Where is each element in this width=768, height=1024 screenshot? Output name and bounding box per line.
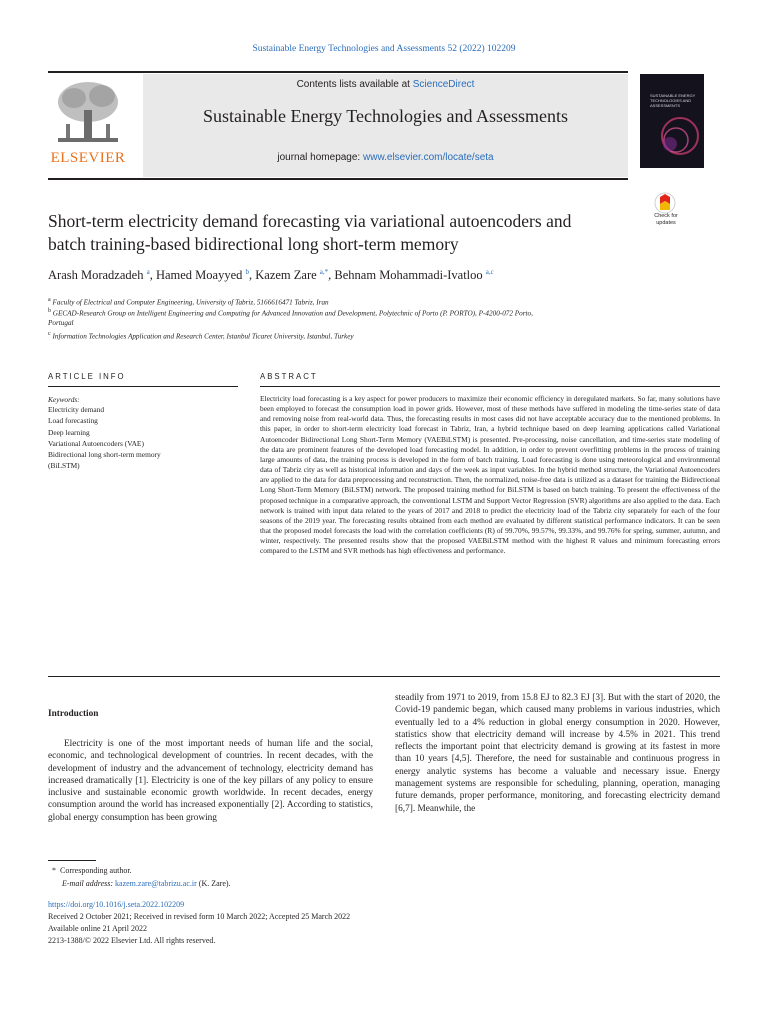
affiliation <box>48 330 708 341</box>
email-link[interactable]: kazem.zare@tabrizu.ac.ir <box>115 879 197 888</box>
affiliation <box>48 296 708 307</box>
abstract-heading: ABSTRACT <box>260 372 318 381</box>
doi-link[interactable]: https://doi.org/10.1016/j.seta.2022.102209 <box>48 900 185 909</box>
journal-title: Sustainable Energy Technologies and Assessments <box>202 106 569 126</box>
check-for-updates-label[interactable]: Check for updates <box>654 213 678 226</box>
author-name[interactable]: Behnam Mohammadi-Ivatloo <box>334 268 483 283</box>
keyword-item[interactable]: Load forecasting <box>48 416 98 425</box>
keyword-item[interactable]: Electricity demand <box>48 405 105 414</box>
corresponding-author-note <box>48 866 448 876</box>
sciencedirect-link[interactable]: ScienceDirect <box>412 79 475 90</box>
affiliation-text: GECAD-Research Group on Intelligent Engineering and Computing for Advanced Innovation and Development, Polytechnic of Porto (P. PORTO), P-4200-072 Porto, <box>52 309 533 318</box>
author-name[interactable]: Hamed Moayyed <box>155 268 243 283</box>
email-note <box>48 879 462 889</box>
author-name[interactable]: Arash Moradzadeh <box>48 268 144 283</box>
author-separator: , <box>328 268 335 283</box>
email-label: E-mail address: <box>62 879 116 888</box>
introduction-heading: Introduction <box>48 709 99 719</box>
received-dates: Received 2 October 2021; Received in revised form 10 March 2022; Accepted 25 March 2022 <box>48 912 351 921</box>
copyright-notice: 2213-1388/© 2022 Elsevier Ltd. All rights reserved. <box>48 936 216 945</box>
cover-title: SUSTAINABLE ENERGY TECHNOLOGIES AND ASSESSMENTS <box>650 93 696 108</box>
author-list <box>48 268 708 283</box>
masthead-bottom-rule <box>48 178 628 180</box>
article-info-heading: ARTICLE INFO <box>48 372 126 381</box>
author-affiliation-mark[interactable]: a,* <box>319 268 329 276</box>
footnote-rule <box>48 860 96 861</box>
intro-column-left: Electricity is one of the most important needs of human life and the social, economic, and technological development of countries. In recent decades, with the development of industry and the advancement of technology, electricity demand has increased dramatically [1]. Electricity is one of the key pillars of any policy to ensure inclusive and sustainable economic growth worldwide. In recent decades, energy consumption around the world has increased exponentially [2]. According to statistics, global energy consumption has been growing <box>48 739 373 823</box>
keyword-item[interactable]: (BiLSTM) <box>48 461 80 470</box>
homepage-link[interactable]: www.elsevier.com/locate/seta <box>363 152 494 163</box>
abstract-bottom-rule <box>48 676 720 677</box>
keyword-item[interactable]: Variational Autoencoders (VAE) <box>48 439 144 448</box>
abstract-text: Electricity load forecasting is a key aspect for power producers to maximize their economic efficiency in deregulated markets. So far, many solutions have been employed to forecast the consumption load in power grids. However, most of these methods have suffered in modeling the time-series state of data and removing noise from real-world data. Thus, the forecasting results in most cases did not have acceptable accuracy due to the mentioned problems. In this paper, in order to short-term electricity load forecast in Tabriz, Iran, a hybrid technique based on deep learning applications called Variational Autoencoder Bidirectional Long Short-Term Memory (VAEBiLSTM) is presented. Pre-processing, noise cancellation, and time-series state modeling of the data are prominent features of the developed load forecasting model. In addition, in order to prevent overfitting problems in the process of training large amounts of data, the training process is developed in the form of batch training. Load forecasting is done using meteorological and environmental data of Tabriz city as well as historical information and days of the week as input variables. In the hybrid method structure, the Variational Autoencoders are applied to the data for data preprocessing and reconstruction. Then, the normalized, noise-free data is utilized as a dataset for training the Bidirectional Long Short-Term Memory (BiLSTM) network. The proposed training method for BiLSTM is based on batch training. To present the effectiveness of the proposed technique in a comparative approach, the conventional LSTM and Support Vector Regression (SVR) algorithms are also applied to the data. Each network is trained with input data related to the years of 2017 and 2018 to predict the electricity load of the Tabriz city separately for each of the four seasons of the 2019 year. The forecasting results obtained from each method are evaluated by different statistical performance indicators. It can be seen that the proposed model forecasts the load with the correlation coefficients (R) of 99.70%, 99.57%, 99.33%, and 99.76% for spring, summer, autumn, and winter, respectively. The presented results show that the proposed VAEBiLSTM method with the highest R values and minimum forecasting errors compared to the LSTM and SVR methods has high effectiveness and performance. <box>260 394 720 556</box>
affiliation-text: Information Technologies Application and Research Center, Istanbul Ticaret University, Istanbul, Turkey <box>52 332 354 341</box>
abstract-top-rule <box>260 386 720 387</box>
author-affiliation-mark[interactable]: a <box>146 268 150 276</box>
homepage-prefix: journal homepage: <box>277 152 363 163</box>
author-name[interactable]: Kazem Zare <box>255 268 317 283</box>
masthead-top-rule <box>48 71 628 73</box>
paper-title-line-1: Short-term electricity demand forecasting via variational autoencoders and <box>48 211 572 231</box>
journal-homepage <box>143 152 628 163</box>
affiliation-mark: a <box>48 297 51 303</box>
contents-available <box>143 79 628 90</box>
available-online: Available online 21 April 2022 <box>48 924 147 933</box>
author-affiliation-mark[interactable]: b <box>245 268 249 276</box>
keyword-item[interactable]: Deep learning <box>48 428 90 437</box>
elsevier-wordmark: ELSEVIER <box>50 150 126 166</box>
affiliation-text: Faculty of Electrical and Computer Engineering, University of Tabriz, 5166616471 Tabriz, Iran <box>52 298 329 307</box>
affiliation <box>48 307 708 318</box>
contents-prefix: Contents lists available at <box>296 79 413 90</box>
paper-title <box>48 210 638 256</box>
corresponding-text: Corresponding author. <box>60 866 132 875</box>
email-suffix: (K. Zare). <box>196 879 231 888</box>
article-info-rule <box>48 386 238 387</box>
journal-reference[interactable]: Sustainable Energy Technologies and Assessments 52 (2022) 102209 <box>252 44 516 54</box>
author-separator: , <box>149 268 156 283</box>
affiliation-mark: b <box>48 308 51 314</box>
keyword-item[interactable]: Bidirectional long short-term memory <box>48 450 161 459</box>
affiliation-text: Portugal <box>48 319 74 327</box>
affiliation-mark: c <box>48 331 51 337</box>
author-affiliation-mark[interactable]: a,c <box>485 268 494 276</box>
journal-cover-image <box>640 74 704 168</box>
keywords-label: Keywords: <box>48 395 80 404</box>
author-separator: , <box>249 268 256 283</box>
asterisk-mark: * <box>48 866 60 875</box>
affiliation <box>48 319 708 328</box>
intro-column-right: steadily from 1971 to 2019, from 15.8 EJ to 82.3 EJ [3]. But with the start of 2020, the Covid-19 pandemic began, which caused many problems in various industries, which eventually led to a 4% reduction in global energy consumption in 2020. However, statistics show that electricity demand will increase by 4.5% in 2021. This trend reflects the important point that electricity demand is growing at its fastest in more than 10 years [4,5]. Therefore, the need for sustainable and continuous progress in energy analytic systems has become a valuable and necessary issue. Energy management systems are responsible for scheduling, planning, operation, managing future demands, proper performance, monitoring, and forecasting electricity demand [6,7]. Meanwhile, the <box>395 693 720 814</box>
paper-title-line-2: batch training-based bidirectional long short-term memory <box>48 234 459 254</box>
